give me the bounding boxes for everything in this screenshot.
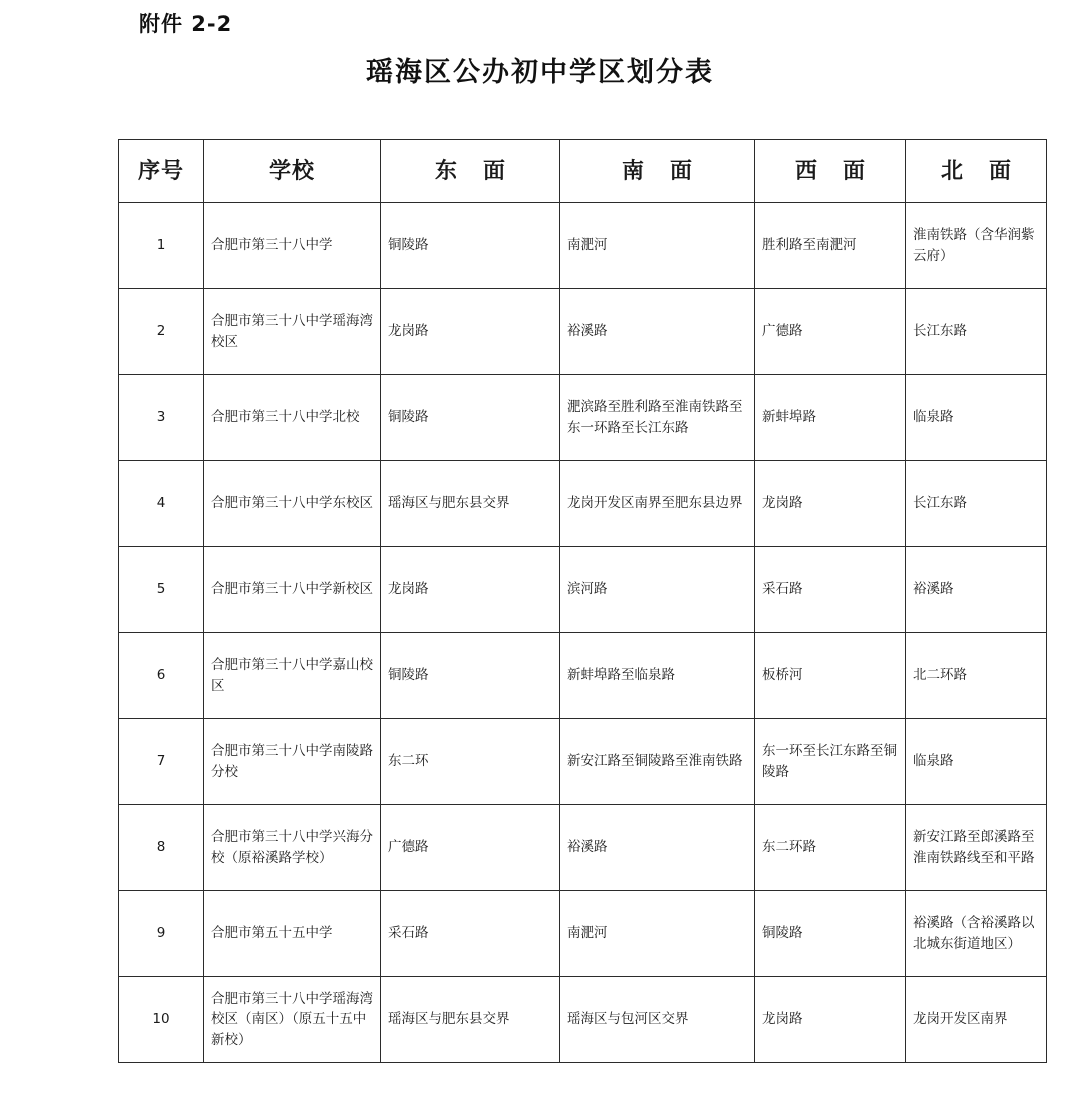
column-header-west (755, 140, 906, 203)
cell-west: 板桥河 (755, 633, 906, 719)
cell-north: 长江东路 (906, 289, 1047, 375)
column-header-east-char2: 面 (483, 158, 506, 184)
cell-north: 裕溪路 (906, 547, 1047, 633)
cell-west: 广德路 (755, 289, 906, 375)
cell-east: 瑶海区与肥东县交界 (381, 461, 560, 547)
cell-school: 合肥市第三十八中学瑶海湾校区（南区）（原五十五中新校） (204, 977, 381, 1063)
cell-west: 采石路 (755, 547, 906, 633)
cell-west: 东二环路 (755, 805, 906, 891)
cell-school: 合肥市第五十五中学 (204, 891, 381, 977)
column-header-east (381, 140, 560, 203)
cell-east: 龙岗路 (381, 547, 560, 633)
cell-south: 南淝河 (560, 203, 755, 289)
cell-north: 新安江路至郎溪路至淮南铁路线至和平路 (906, 805, 1047, 891)
cell-east: 东二环 (381, 719, 560, 805)
cell-north: 长江东路 (906, 461, 1047, 547)
cell-south: 瑶海区与包河区交界 (560, 977, 755, 1063)
cell-school: 合肥市第三十八中学兴海分校（原裕溪路学校） (204, 805, 381, 891)
cell-west: 龙岗路 (755, 977, 906, 1063)
table-row (119, 289, 1047, 375)
table-row (119, 547, 1047, 633)
district-table (118, 139, 1047, 1063)
district-table-wrapper (118, 139, 1035, 1063)
column-header-south (560, 140, 755, 203)
column-header-school: 学校 (204, 140, 381, 203)
cell-west: 铜陵路 (755, 891, 906, 977)
cell-south: 裕溪路 (560, 289, 755, 375)
cell-index: 2 (119, 289, 204, 375)
column-header-north-char2: 面 (989, 158, 1012, 184)
cell-north: 龙岗开发区南界 (906, 977, 1047, 1063)
cell-south: 裕溪路 (560, 805, 755, 891)
table-row (119, 805, 1047, 891)
column-header-south-char1: 南 (621, 158, 644, 184)
table-row (119, 203, 1047, 289)
cell-south: 南淝河 (560, 891, 755, 977)
table-row (119, 461, 1047, 547)
cell-south: 新蚌埠路至临泉路 (560, 633, 755, 719)
cell-north: 临泉路 (906, 719, 1047, 805)
cell-index: 6 (119, 633, 204, 719)
table-body (119, 203, 1047, 1063)
cell-east: 瑶海区与肥东县交界 (381, 977, 560, 1063)
cell-west: 胜利路至南淝河 (755, 203, 906, 289)
column-header-east-char1: 东 (434, 158, 457, 184)
column-header-west-char1: 西 (794, 158, 817, 184)
cell-index: 5 (119, 547, 204, 633)
cell-west: 新蚌埠路 (755, 375, 906, 461)
cell-east: 铜陵路 (381, 203, 560, 289)
cell-school: 合肥市第三十八中学北校 (204, 375, 381, 461)
table-header (119, 140, 1047, 203)
cell-north: 淮南铁路（含华润紫云府） (906, 203, 1047, 289)
cell-school: 合肥市第三十八中学 (204, 203, 381, 289)
cell-school: 合肥市第三十八中学瑶海湾校区 (204, 289, 381, 375)
table-row (119, 977, 1047, 1063)
cell-index: 8 (119, 805, 204, 891)
cell-east: 龙岗路 (381, 289, 560, 375)
table-header-row (119, 140, 1047, 203)
cell-index: 1 (119, 203, 204, 289)
cell-south: 淝滨路至胜利路至淮南铁路至东一环路至长江东路 (560, 375, 755, 461)
cell-north: 临泉路 (906, 375, 1047, 461)
column-header-index: 序号 (119, 140, 204, 203)
table-row (119, 375, 1047, 461)
cell-school: 合肥市第三十八中学嘉山校区 (204, 633, 381, 719)
cell-index: 3 (119, 375, 204, 461)
cell-index: 7 (119, 719, 204, 805)
attachment-label: 附件 2-2 (139, 12, 233, 36)
cell-south: 龙岗开发区南界至肥东县边界 (560, 461, 755, 547)
cell-south: 新安江路至铜陵路至淮南铁路 (560, 719, 755, 805)
cell-west: 龙岗路 (755, 461, 906, 547)
cell-east: 铜陵路 (381, 375, 560, 461)
table-row (119, 719, 1047, 805)
cell-north: 北二环路 (906, 633, 1047, 719)
cell-index: 10 (119, 977, 204, 1063)
cell-east: 广德路 (381, 805, 560, 891)
cell-school: 合肥市第三十八中学南陵路分校 (204, 719, 381, 805)
cell-east: 铜陵路 (381, 633, 560, 719)
cell-index: 9 (119, 891, 204, 977)
cell-east: 采石路 (381, 891, 560, 977)
table-row (119, 633, 1047, 719)
column-header-west-char2: 面 (843, 158, 866, 184)
table-row (119, 891, 1047, 977)
cell-south: 滨河路 (560, 547, 755, 633)
page-title: 瑶海区公办初中学区划分表 (366, 57, 714, 88)
column-header-north (906, 140, 1047, 203)
cell-school: 合肥市第三十八中学东校区 (204, 461, 381, 547)
column-header-north-char1: 北 (940, 158, 963, 184)
cell-north: 裕溪路（含裕溪路以北城东街道地区） (906, 891, 1047, 977)
column-header-south-char2: 面 (670, 158, 693, 184)
cell-index: 4 (119, 461, 204, 547)
cell-school: 合肥市第三十八中学新校区 (204, 547, 381, 633)
cell-west: 东一环至长江东路至铜陵路 (755, 719, 906, 805)
